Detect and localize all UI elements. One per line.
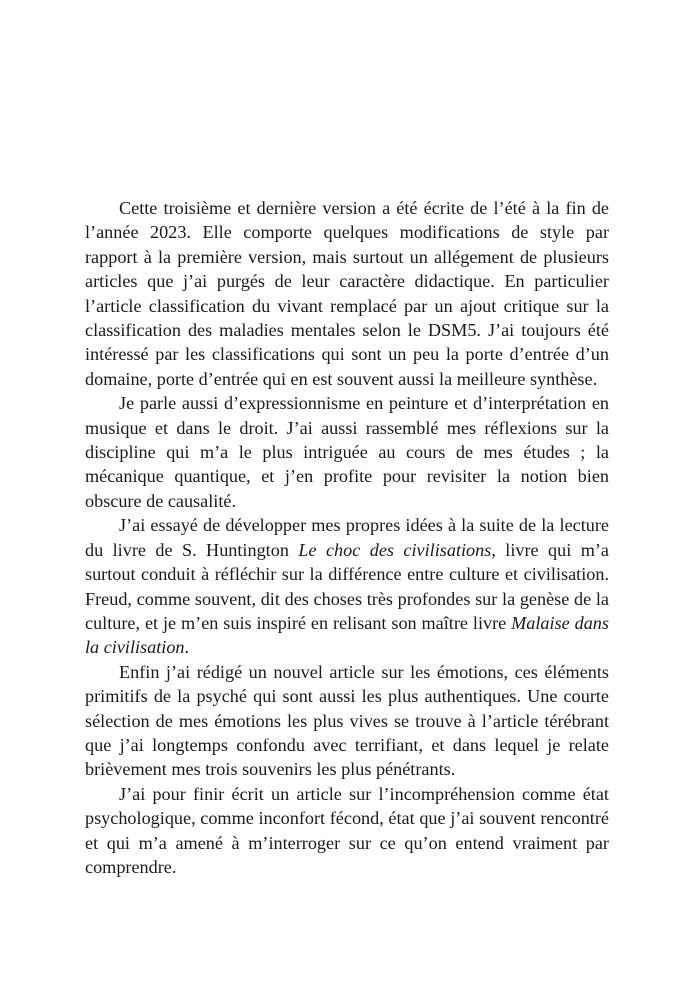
paragraph-2-text: Je parle aussi d’expressionnisme en peinture et d’interprétation en musique et dans le droit. J’ai aussi rassemblé mes réflexions sur la discipline qui m’a le plus intriguée au cours de mes études ; la mécanique quantique, et j’en profite pour revisiter la notion bien obscure de causalité. [85,393,609,511]
book-title-choc-des-civilisations: Le choc des civilisations [298,539,492,560]
paragraph-4-text: Enfin j’ai rédigé un nouvel article sur les émotions, ces éléments primitifs de la psyché qui sont aussi les plus authentiques. Une courte sélection de mes émotions les plus vives se trouve à l’article térébrant que j’ai longtemps confondu avec terrifiant, et dans lequel je relate brièvement mes trois souvenirs les plus pénétrants. [85,661,609,780]
paragraph-5-text: J’ai pour finir écrit un article sur l’incompréhension comme état psychologique, comme inconfort fécond, état que j’ai souvent rencontré et qui m’a amené à m’interroger sur ce qu’on entend vraiment par comprendre. [85,783,609,877]
paragraph-3-text-a: J’ai essayé de développer mes propres idées à la suite de la lecture du livre de S. Huntington [85,515,609,560]
paragraph-4 [85,660,609,782]
paragraph-3-text-c: . [184,637,190,658]
book-title-malaise-dans-la-civilisation: Malaise dans la civilisation [85,612,609,658]
body-text [85,196,609,879]
paragraph-2 [85,391,609,513]
paragraph-1 [85,196,609,391]
paragraph-5 [85,782,609,880]
paragraph-3-text-b: , livre qui m’a surtout conduit à réfléchir sur la différence entre culture et civilisation. Freud, comme souvent, dit des choses très profondes sur la genèse de la culture, et je m’en suis inspiré en relisant son maître livre [85,539,609,633]
paragraph-3 [85,513,609,659]
paragraph-1-text: Cette troisième et dernière version a été écrite de l’été à la fin de l’année 2023. Elle comporte quelques modifications de style par rapport à la première version, mais surtout un allégement de plusieurs articles que j’ai purgés de leur caractère didactique. En particulier l’article classification du vivant remplacé par un ajout critique sur la classification des maladies mentales selon le DSM5. J’ai toujours été intéressé par les classifications qui sont un peu la porte d’entrée d’un domaine, porte d’entrée qui en est souvent aussi la meilleure synthèse. [85,198,609,389]
